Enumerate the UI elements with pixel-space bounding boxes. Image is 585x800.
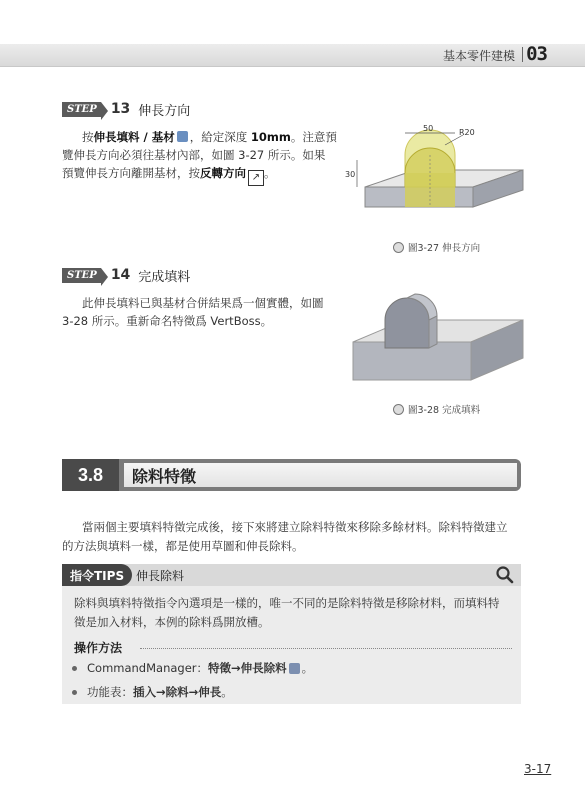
section-number: 3.8 xyxy=(62,459,119,491)
step-tag: STEP xyxy=(62,102,101,117)
dimension-width: 50 xyxy=(423,125,434,133)
header-divider xyxy=(522,47,523,62)
running-header-title: 基本零件建模 xyxy=(442,49,515,63)
step-14-heading xyxy=(62,266,190,284)
reverse-direction-icon: ↗ xyxy=(248,170,264,186)
section-title-box xyxy=(124,463,517,487)
step-13-line-3: 預覽伸長方向離開基材，按反轉方向 ↗ 。 xyxy=(62,164,342,186)
dimension-radius: R20 xyxy=(459,128,475,137)
intro-line-1: 當兩個主要填料特徵完成後，接下來將建立除料特徵來移除多餘材料。除料特徵建立 xyxy=(82,520,508,534)
step-number: 13 xyxy=(110,101,131,117)
step-tag: STEP xyxy=(62,268,101,283)
tips-title: 伸長除料 xyxy=(136,569,185,583)
tips-paragraph: 除料與填料特徵指令內選項是一樣的，唯一不同的是除料特徵是移除材料，而填料特 徵是加入材料，本例的除料爲開放槽。 xyxy=(74,596,500,629)
step-title: 伸長方向 xyxy=(138,103,191,119)
figure-3-28-caption: 圖3-28 完成填料 xyxy=(393,402,480,416)
figure-icon xyxy=(393,404,404,415)
dotted-divider xyxy=(140,648,512,649)
step-13-heading xyxy=(62,100,190,118)
tips-tag: 指令TIPS xyxy=(62,564,132,586)
step-13-paragraph: 按伸長填料 / 基材 ，給定深度 10mm。注意預 xyxy=(82,130,337,144)
step-number: 14 xyxy=(110,267,131,283)
bullet-commandmanager: CommandManager： 特徵→伸長除料 。 xyxy=(72,660,313,676)
page-number: 3-17 xyxy=(524,762,552,776)
section-title: 除料特徵 xyxy=(132,466,197,486)
step-14-line-1: 此伸長填料已與基材合併結果爲一個實體，如圖 xyxy=(82,296,324,310)
method-title: 操作方法 xyxy=(74,641,123,655)
bullet-dot xyxy=(72,666,77,671)
bullet-dot xyxy=(72,690,77,695)
figure-icon xyxy=(393,242,404,253)
extrude-boss-icon xyxy=(177,131,188,142)
extrude-cut-icon xyxy=(289,663,300,674)
figure-3-28 xyxy=(345,290,535,400)
dimension-height: 30 xyxy=(345,170,356,179)
figure-3-27-caption: 圖3-27 伸長方向 xyxy=(393,240,480,254)
intro-line-2: 的方法與填料一樣，都是使用草圖和伸長除料。 xyxy=(62,539,304,553)
step-14-line-2: 3-28 所示。重新命名特徵爲 VertBoss。 xyxy=(62,314,273,328)
figure-3-27 xyxy=(345,125,535,235)
search-icon xyxy=(495,565,515,585)
step-title: 完成填料 xyxy=(138,269,191,285)
bullet-menu: 功能表： 插入→除料→伸長 。 xyxy=(72,684,233,700)
step-13-line-2: 覽伸長方向必須往基材內部，如圖 3-27 所示。如果 xyxy=(62,148,326,162)
chapter-number: 03 xyxy=(526,43,547,65)
